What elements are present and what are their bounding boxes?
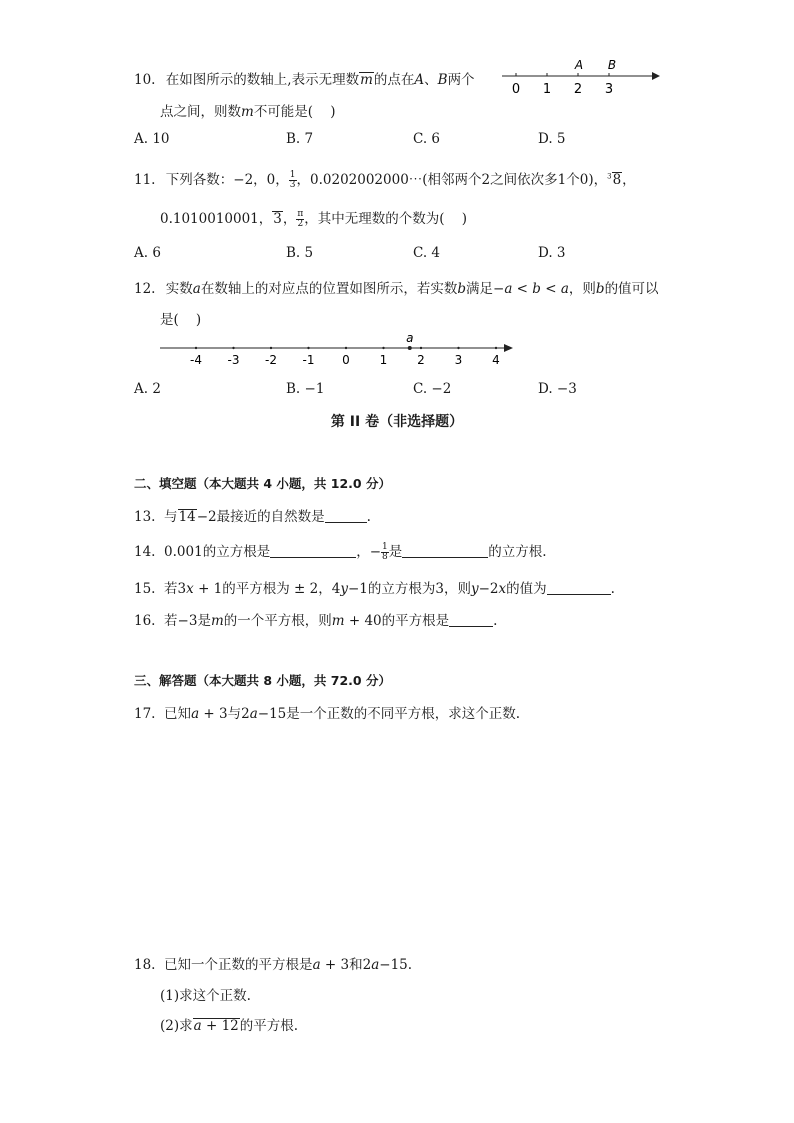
tick-label: 1 [542, 82, 552, 96]
point-a-dot [408, 346, 412, 350]
option-c[interactable]: C. 4 [413, 245, 441, 261]
tick-mark [195, 347, 197, 349]
option-a[interactable]: A. 2 [134, 381, 161, 397]
tick-label: 3 [604, 82, 614, 96]
tick-label: 0 [511, 82, 521, 96]
question-12-line2: 是( ) [160, 312, 202, 328]
question-18-stem: 18. 已知一个正数的平方根是a + 3和2a−15. [134, 957, 413, 973]
option-b[interactable]: B. 5 [286, 245, 314, 261]
point-label-a: A [574, 58, 584, 72]
option-d[interactable]: D. −3 [538, 381, 577, 397]
point-label-b: B [607, 58, 617, 72]
tick-mark [420, 347, 422, 349]
tick-label: -2 [265, 353, 277, 367]
section-3-heading: 三、解答题（本大题共 8 小题，共 72.0 分） [134, 673, 391, 688]
option-b[interactable]: B. 7 [286, 131, 314, 147]
option-c[interactable]: C. −2 [413, 381, 452, 397]
tick-label: 1 [379, 353, 388, 367]
axis-arrow [652, 72, 660, 80]
tick-mark [270, 347, 272, 349]
question-11-line2: 0.1010010001，3， $\frac{\pi}{2}$ ，其中无理数的个数为( ) [160, 209, 467, 229]
axis-arrow [504, 344, 513, 352]
option-c[interactable]: C. 6 [413, 131, 441, 147]
tick-label: -4 [190, 353, 202, 367]
tick-label: -3 [227, 353, 240, 367]
tick-label: 3 [454, 353, 463, 367]
option-d[interactable]: D. 5 [538, 131, 566, 147]
number-line-q10 [502, 56, 662, 96]
point-label-a: a [406, 331, 414, 345]
question-18-part-1: (1)求这个正数. [160, 988, 251, 1004]
question-number: 10. [134, 72, 156, 88]
tick-mark [232, 347, 234, 349]
question-13: 13. 与14−2最接近的自然数是 . [134, 509, 371, 525]
option-d[interactable]: D. 3 [538, 245, 566, 261]
question-number: 11. [134, 172, 156, 188]
tick-mark [307, 347, 309, 349]
tick-label: 0 [342, 353, 350, 367]
tick-label: 2 [573, 82, 583, 96]
part-2-title: 第 II 卷（非选择题） [330, 414, 464, 430]
question-11-line1: 11. 下列各数：−2，0， $\frac{1}{3}$ ，0.0202002000⋯(相邻两个2之间依次多1个0)，$^3$8， [134, 170, 636, 190]
question-number: 12. [134, 281, 156, 297]
option-a[interactable]: A. 6 [134, 245, 161, 261]
tick-mark [382, 347, 384, 349]
tick-mark [345, 347, 347, 349]
tick-label: 2 [417, 353, 425, 367]
tick-label: -1 [302, 353, 315, 367]
tick-mark [457, 347, 459, 349]
question-10-line2: 点之间，则数m不可能是( ) [160, 104, 336, 120]
question-12-line1: 12. 实数a在数轴上的对应点的位置如图所示，若实数b满足−a < b < a，则b的值可以 [134, 281, 659, 297]
number-line-q12 [158, 330, 518, 370]
option-a[interactable]: A. 10 [134, 131, 170, 147]
question-18-part-2: (2)求a + 12的平方根. [160, 1018, 299, 1034]
question-15: 15. 若3x + 1的平方根为 ± 2，4y−1的立方根为3，则y−2x的值为 . [134, 581, 615, 597]
option-b[interactable]: B. −1 [286, 381, 325, 397]
tick-mark [495, 347, 497, 349]
question-17: 17. 已知a + 3与2a−15是一个正数的不同平方根，求这个正数. [134, 706, 521, 722]
question-16: 16. 若−3是m的一个平方根，则m + 40的平方根是 . [134, 613, 498, 629]
question-10-line1: 在如图所示的数轴上,表示无理数m的点在A、B两个 [165, 72, 475, 88]
section-2-heading: 二、填空题（本大题共 4 小题，共 12.0 分） [134, 476, 391, 491]
tick-label: 4 [492, 353, 500, 367]
question-14: 14. 0.001的立方根是 ，− $\frac{1}{8}$ 是 的立方根. [134, 542, 547, 562]
